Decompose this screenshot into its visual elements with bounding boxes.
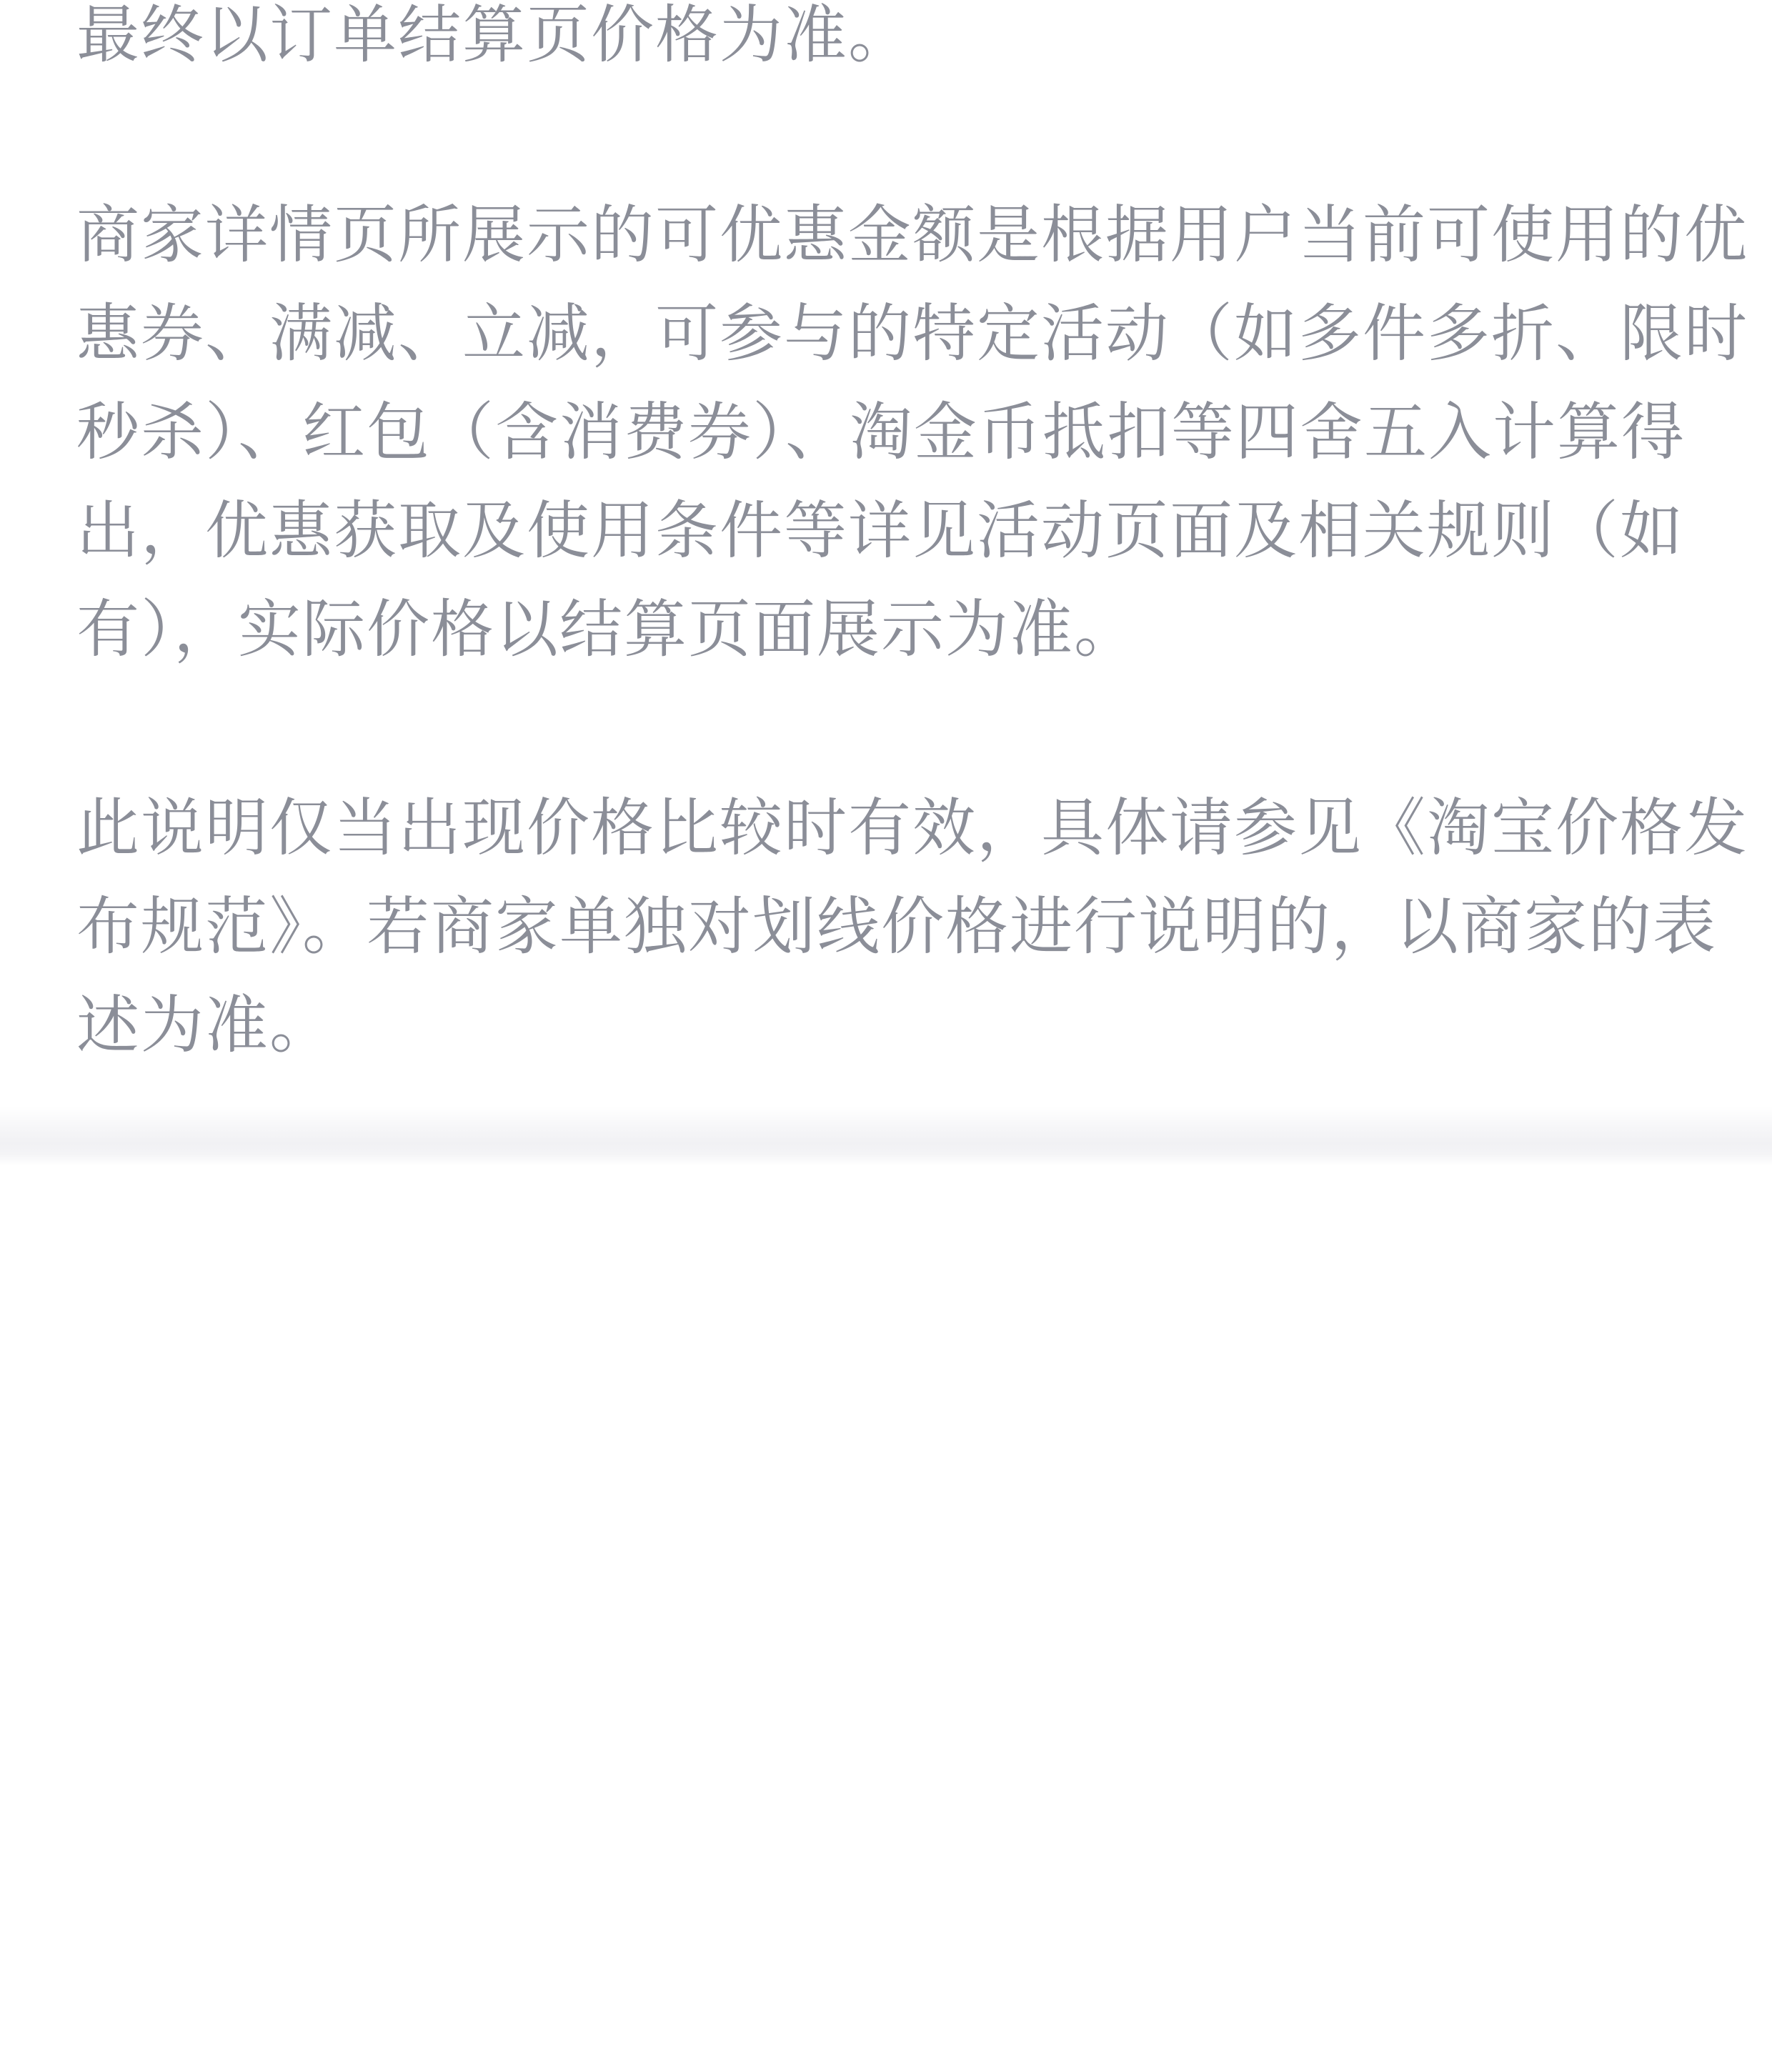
text-line: 最终以订单结算页价格为准。 [76,0,913,70]
text-line: 秒杀）、红包（含消费券）、淘金币抵扣等四舍五入计算得 [76,397,1686,467]
paragraph-final-price [76,0,1708,84]
text-line: 布规范》。若商家单独对划线价格进行说明的，以商家的表 [76,891,1718,962]
text-line: 此说明仅当出现价格比较时有效，具体请参见《淘宝价格发 [76,792,1749,863]
paragraph-discount-calculation [76,186,1749,679]
text-line: 出，优惠获取及使用条件等详见活动页面及相关规则（如 [76,495,1685,566]
text-line: 有），实际价格以结算页面展示为准。 [76,594,1139,664]
section-divider [0,1106,1772,1166]
paragraph-price-comparison [76,779,1749,1075]
text-line: 商家详情页所展示的可优惠金额是根据用户当前可使用的优 [76,199,1749,270]
text-line: 惠券、满减、立减，可参与的特定活动（如多件多折、限时 [76,298,1749,369]
blank-area [0,1166,1772,2072]
text-line: 述为准。 [76,990,334,1060]
disclaimer-text-block [76,0,1749,1075]
